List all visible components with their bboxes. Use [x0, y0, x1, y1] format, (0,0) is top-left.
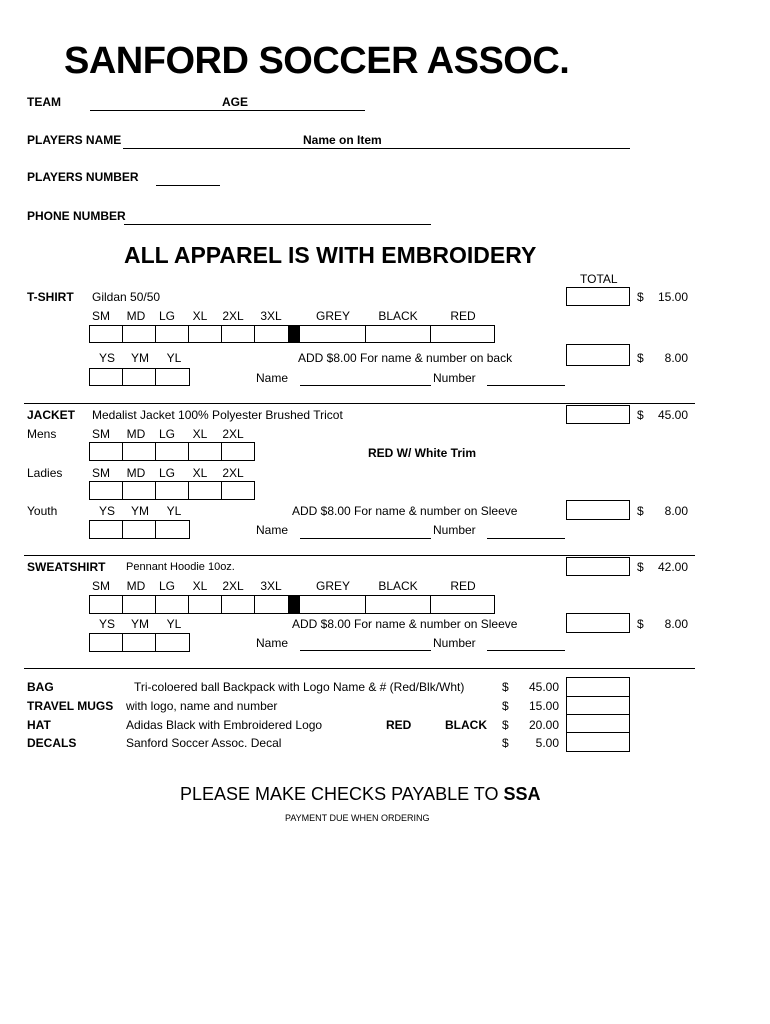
hat-label: HAT	[27, 718, 51, 732]
tshirt-number-field[interactable]	[487, 385, 565, 386]
page-title: SANFORD SOCCER ASSOC.	[64, 40, 570, 82]
youth-size-label: YS	[98, 504, 115, 518]
size-box-3xl[interactable]	[254, 595, 289, 614]
size-label: 2XL	[222, 466, 244, 480]
color-box-grey[interactable]	[299, 325, 366, 343]
color-box-red[interactable]	[430, 595, 495, 614]
sweatshirt-addon-total-box[interactable]	[566, 613, 630, 633]
jacket-price: 45.00	[657, 408, 688, 422]
dollar-sign: $	[637, 617, 644, 631]
players-number-label: PLAYERS NUMBER	[27, 170, 139, 184]
color-box-black[interactable]	[365, 595, 431, 614]
team-field[interactable]	[90, 110, 365, 111]
size-label: LG	[158, 427, 175, 441]
size-label: XL	[192, 309, 208, 323]
mens-label: Mens	[27, 427, 57, 441]
ladies-size-box[interactable]	[188, 481, 222, 500]
total-label: TOTAL	[580, 272, 618, 286]
ladies-size-box[interactable]	[122, 481, 156, 500]
players-name-label: PLAYERS NAME	[27, 133, 122, 147]
youth-box-yl[interactable]	[155, 368, 190, 386]
size-box-sm[interactable]	[89, 595, 123, 614]
dollar-sign: $	[637, 351, 644, 365]
travel-mugs-qty-box[interactable]	[566, 696, 630, 715]
hat-option-red: RED	[386, 718, 412, 732]
players-name-field[interactable]	[123, 148, 630, 149]
youth-size-label: YM	[131, 504, 149, 518]
team-label: TEAM	[27, 95, 61, 109]
ladies-size-box[interactable]	[221, 481, 255, 500]
size-box-md[interactable]	[122, 325, 156, 343]
jacket-label: JACKET	[27, 408, 76, 422]
youth-size-label: YL	[166, 351, 182, 365]
section-divider	[24, 403, 695, 404]
jacket-addon-text: ADD $8.00 For name & number on Sleeve	[292, 504, 518, 518]
mens-size-box[interactable]	[155, 442, 189, 461]
color-label: GREY	[315, 309, 350, 323]
hat-price: 20.00	[528, 718, 559, 732]
jacket-addon-price: 8.00	[664, 504, 688, 518]
phone-number-label: PHONE NUMBER	[27, 209, 126, 223]
size-box-xl[interactable]	[188, 595, 222, 614]
size-box-2xl[interactable]	[221, 325, 255, 343]
size-label: XL	[192, 427, 208, 441]
decals-label: DECALS	[27, 736, 77, 750]
size-label: 3XL	[260, 309, 282, 323]
size-box-2xl[interactable]	[221, 595, 255, 614]
size-label: 3XL	[260, 579, 282, 593]
color-label: BLACK	[378, 309, 418, 323]
color-label: RED	[450, 579, 476, 593]
travel-mugs-price: 15.00	[528, 699, 559, 713]
decals-price: 5.00	[535, 736, 559, 750]
size-label: LG	[158, 466, 175, 480]
travel-mugs-desc: with logo, name and number	[126, 699, 278, 713]
size-label: SM	[92, 427, 110, 441]
youth-box-yl[interactable]	[155, 633, 190, 652]
jacket-desc: Medalist Jacket 100% Polyester Brushed Tricot	[92, 408, 343, 422]
payment-due-note: PAYMENT DUE WHEN ORDERING	[285, 813, 430, 823]
color-label: GREY	[315, 579, 350, 593]
sweatshirt-number-field[interactable]	[487, 650, 565, 651]
dollar-sign: $	[637, 408, 644, 422]
payable-prefix: PLEASE MAKE CHECKS PAYABLE TO	[180, 784, 504, 804]
color-label: RED	[450, 309, 476, 323]
name-label: Name	[256, 523, 289, 537]
jacket-name-field[interactable]	[300, 538, 431, 539]
tshirt-addon-text: ADD $8.00 For name & number on back	[298, 351, 513, 365]
size-label: SM	[92, 466, 110, 480]
number-label: Number	[433, 636, 476, 650]
payable-note	[180, 784, 540, 805]
hat-qty-box[interactable]	[566, 714, 630, 733]
bag-price: 45.00	[528, 680, 559, 694]
color-label: BLACK	[378, 579, 418, 593]
number-label: Number	[433, 523, 476, 537]
phone-number-field[interactable]	[124, 224, 431, 225]
sweatshirt-desc: Pennant Hoodie 10oz.	[126, 561, 235, 573]
tshirt-label: T-SHIRT	[27, 290, 74, 304]
tshirt-total-box[interactable]	[566, 287, 630, 306]
youth-box-ym[interactable]	[122, 368, 156, 386]
color-box-red[interactable]	[430, 325, 495, 343]
youth-box-ym[interactable]	[122, 633, 156, 652]
name-on-item-label: Name on Item	[303, 133, 382, 147]
hat-desc: Adidas Black with Embroidered Logo	[126, 718, 323, 732]
size-box-md[interactable]	[122, 595, 156, 614]
size-label: LG	[158, 579, 175, 593]
sweatshirt-total-box[interactable]	[566, 557, 630, 576]
ladies-size-box[interactable]	[155, 481, 189, 500]
size-label: SM	[92, 309, 110, 323]
tshirt-price: 15.00	[657, 290, 688, 304]
size-label: XL	[192, 466, 208, 480]
dollar-sign: $	[502, 736, 509, 750]
size-label: XL	[192, 579, 208, 593]
size-box-lg[interactable]	[155, 325, 189, 343]
size-label: LG	[158, 309, 175, 323]
tshirt-name-field[interactable]	[300, 385, 431, 386]
age-label: AGE	[222, 95, 249, 109]
dollar-sign: $	[502, 699, 509, 713]
jacket-number-field[interactable]	[487, 538, 565, 539]
mens-size-box[interactable]	[122, 442, 156, 461]
tshirt-desc: Gildan 50/50	[92, 290, 161, 304]
mens-size-box[interactable]	[188, 442, 222, 461]
sweatshirt-addon-price: 8.00	[664, 617, 688, 631]
number-label: Number	[433, 371, 476, 385]
tshirt-addon-price: 8.00	[664, 351, 688, 365]
bag-desc: Tri-coloered ball Backpack with Logo Name & # (Red/Blk/Wht)	[134, 680, 465, 694]
ladies-label: Ladies	[27, 466, 63, 480]
youth-size-label: YL	[166, 617, 182, 631]
size-box-xl[interactable]	[188, 325, 222, 343]
payable-to: SSA	[503, 784, 541, 804]
size-label: MD	[126, 427, 146, 441]
tshirt-addon-total-box[interactable]	[566, 344, 630, 366]
name-label: Name	[256, 371, 289, 385]
dollar-sign: $	[502, 718, 509, 732]
jacket-addon-total-box[interactable]	[566, 500, 630, 520]
size-label: MD	[126, 309, 146, 323]
youth-box-ys[interactable]	[89, 633, 123, 652]
dollar-sign: $	[637, 560, 644, 574]
size-box-sm[interactable]	[89, 325, 123, 343]
travel-mugs-label: TRAVEL MUGS	[27, 699, 114, 713]
size-box-lg[interactable]	[155, 595, 189, 614]
section-divider	[24, 668, 695, 669]
youth-size-label: YM	[131, 351, 149, 365]
size-label: MD	[126, 466, 146, 480]
sweatshirt-addon-text: ADD $8.00 For name & number on Sleeve	[292, 617, 518, 631]
youth-size-label: YS	[98, 351, 115, 365]
youth-label: Youth	[27, 504, 58, 518]
youth-size-label: YS	[98, 617, 115, 631]
bag-label: BAG	[27, 680, 54, 694]
color-box-grey[interactable]	[299, 595, 366, 614]
ladies-size-box[interactable]	[89, 481, 123, 500]
youth-box-ym[interactable]	[122, 520, 156, 539]
dollar-sign: $	[637, 504, 644, 518]
youth-box-ys[interactable]	[89, 368, 123, 386]
size-label: SM	[92, 579, 110, 593]
apparel-headline: ALL APPAREL IS WITH EMBROIDERY	[124, 242, 537, 268]
size-box-3xl[interactable]	[254, 325, 289, 343]
size-label: 2XL	[222, 579, 244, 593]
size-label: MD	[126, 579, 146, 593]
dollar-sign: $	[637, 290, 644, 304]
youth-box-yl[interactable]	[155, 520, 190, 539]
mens-size-box[interactable]	[221, 442, 255, 461]
youth-size-label: YM	[131, 617, 149, 631]
decals-qty-box[interactable]	[566, 732, 630, 752]
size-label: 2XL	[222, 427, 244, 441]
section-divider	[24, 555, 695, 556]
jacket-total-box[interactable]	[566, 405, 630, 424]
bag-qty-box[interactable]	[566, 677, 630, 697]
mens-size-box[interactable]	[89, 442, 123, 461]
sweatshirt-label: SWEATSHIRT	[27, 560, 106, 574]
hat-option-black: BLACK	[445, 718, 487, 732]
jacket-trim-note: RED W/ White Trim	[368, 446, 476, 460]
color-box-black[interactable]	[365, 325, 431, 343]
sweatshirt-name-field[interactable]	[300, 650, 431, 651]
decals-desc: Sanford Soccer Assoc. Decal	[126, 736, 282, 750]
youth-box-ys[interactable]	[89, 520, 123, 539]
youth-size-label: YL	[166, 504, 182, 518]
dollar-sign: $	[502, 680, 509, 694]
players-number-field[interactable]	[156, 185, 220, 186]
name-label: Name	[256, 636, 289, 650]
size-label: 2XL	[222, 309, 244, 323]
sweatshirt-price: 42.00	[657, 560, 688, 574]
